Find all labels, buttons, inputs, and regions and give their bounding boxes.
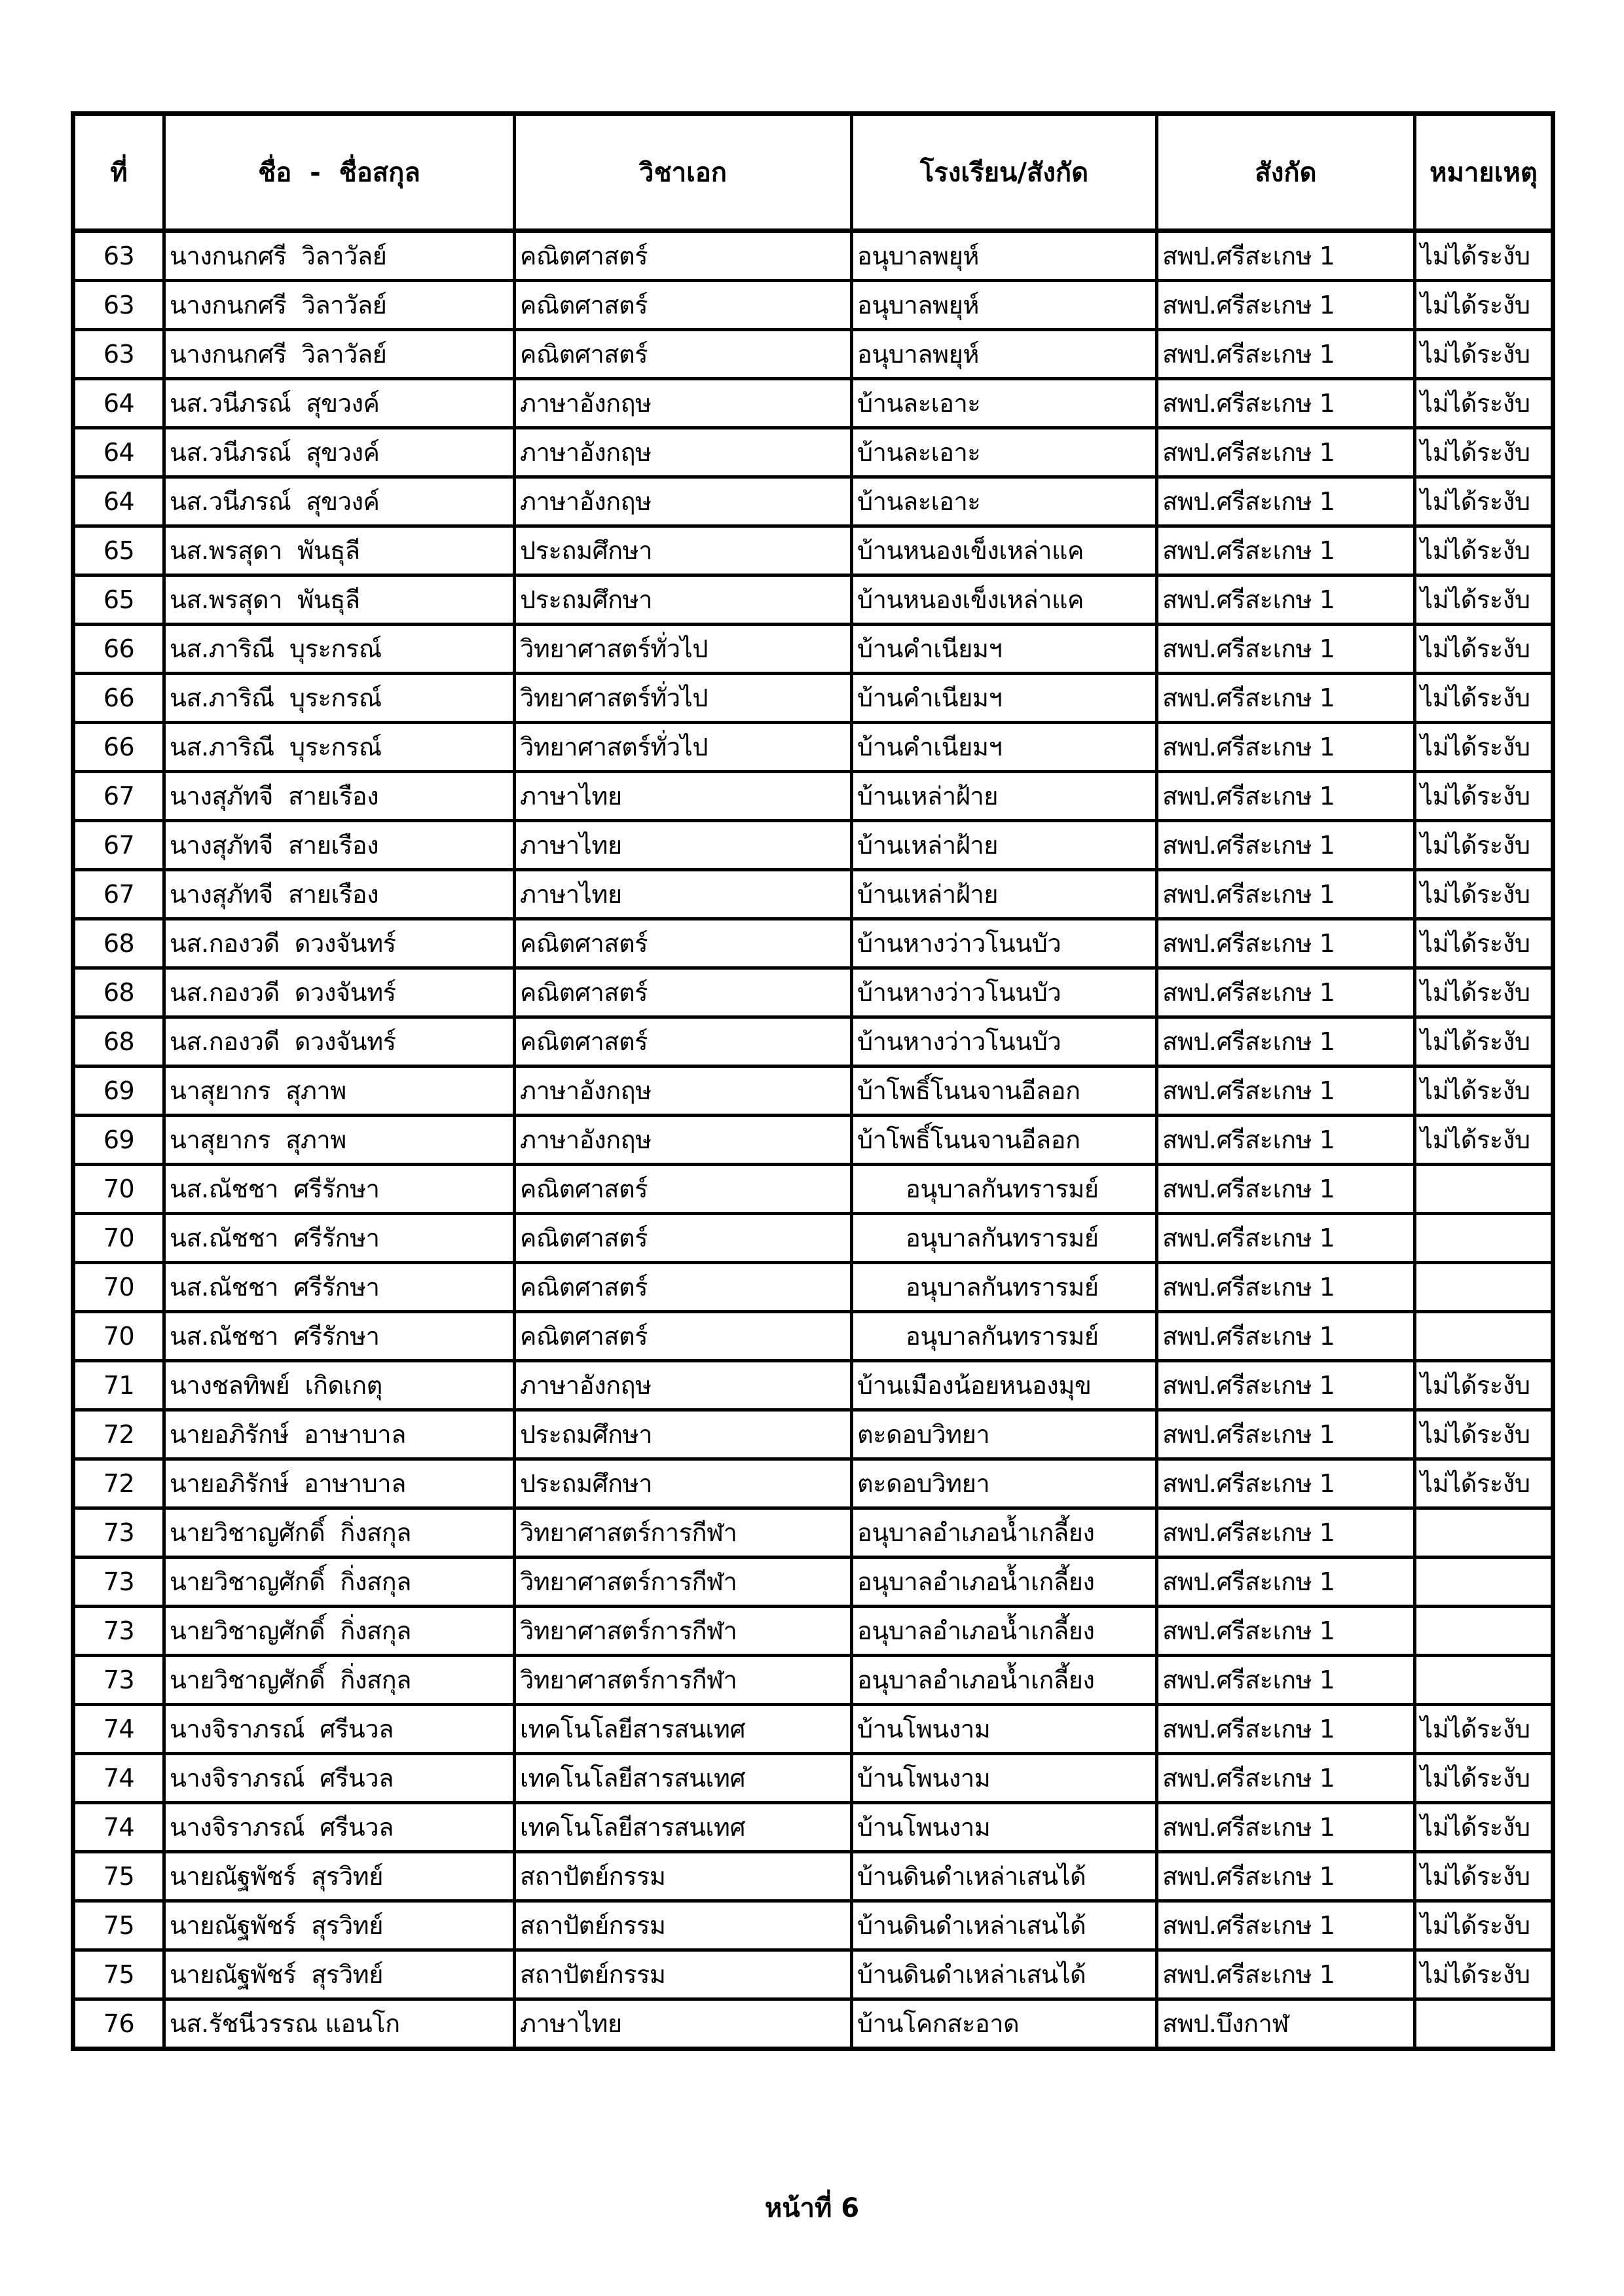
cell-name: นส.ณัชชา ศรีรักษา bbox=[164, 1312, 515, 1361]
cell-affiliation: สพป.ศรีสะเกษ 1 bbox=[1157, 1705, 1415, 1754]
cell-name: นางชลทิพย์ เกิดเกตุ bbox=[164, 1361, 515, 1410]
header-major: วิชาเอก bbox=[515, 114, 852, 231]
cell-school: อนุบาลกันทรารมย์ bbox=[852, 1263, 1157, 1312]
cell-school: บ้านหางว่าวโนนบัว bbox=[852, 968, 1157, 1017]
cell-affiliation: สพป.ศรีสะเกษ 1 bbox=[1157, 870, 1415, 919]
cell-note: ไม่ได้ระงับ bbox=[1415, 870, 1553, 919]
table-row bbox=[73, 1066, 1553, 1116]
cell-note: ไม่ได้ระงับ bbox=[1415, 428, 1553, 477]
table-row bbox=[73, 575, 1553, 625]
cell-no: 63 bbox=[73, 231, 164, 281]
cell-school: ตะดอบวิทยา bbox=[852, 1410, 1157, 1459]
cell-name: นส.วนีภรณ์ สุขวงค์ bbox=[164, 379, 515, 428]
cell-affiliation: สพป.ศรีสะเกษ 1 bbox=[1157, 1558, 1415, 1607]
cell-school: อนุบาลอำเภอน้ำเกลี้ยง bbox=[852, 1558, 1157, 1607]
cell-note: ไม่ได้ระงับ bbox=[1415, 1116, 1553, 1165]
cell-school: บ้านดินดำเหล่าเสนได้ bbox=[852, 1950, 1157, 1999]
cell-school: บ้านเหล่าฝ้าย bbox=[852, 821, 1157, 870]
cell-affiliation: สพป.ศรีสะเกษ 1 bbox=[1157, 1410, 1415, 1459]
cell-affiliation: สพป.ศรีสะเกษ 1 bbox=[1157, 330, 1415, 379]
table-row bbox=[73, 477, 1553, 526]
table-row bbox=[73, 919, 1553, 968]
cell-name: นส.กองวดี ดวงจันทร์ bbox=[164, 919, 515, 968]
cell-school: อนุบาลอำเภอน้ำเกลี้ยง bbox=[852, 1656, 1157, 1705]
cell-major: วิทยาศาสตร์การกีฬา bbox=[515, 1558, 852, 1607]
header-note: หมายเหตุ bbox=[1415, 114, 1553, 231]
cell-major: ภาษาอังกฤษ bbox=[515, 1066, 852, 1116]
cell-name: นางสุภัทจี สายเรือง bbox=[164, 772, 515, 821]
cell-no: 69 bbox=[73, 1116, 164, 1165]
cell-name: นส.ณัชชา ศรีรักษา bbox=[164, 1263, 515, 1312]
cell-note: ไม่ได้ระงับ bbox=[1415, 1852, 1553, 1901]
cell-note: ไม่ได้ระงับ bbox=[1415, 575, 1553, 625]
cell-note bbox=[1415, 1607, 1553, 1656]
document-page bbox=[71, 111, 1555, 2051]
cell-affiliation: สพป.ศรีสะเกษ 1 bbox=[1157, 281, 1415, 330]
cell-note: ไม่ได้ระงับ bbox=[1415, 821, 1553, 870]
cell-school: บ้านโพนงาม bbox=[852, 1803, 1157, 1852]
header-name: ชื่อ - ชื่อสกุล bbox=[164, 114, 515, 231]
cell-major: คณิตศาสตร์ bbox=[515, 1165, 852, 1214]
cell-no: 66 bbox=[73, 674, 164, 723]
cell-affiliation: สพป.ศรีสะเกษ 1 bbox=[1157, 1901, 1415, 1950]
cell-note: ไม่ได้ระงับ bbox=[1415, 625, 1553, 674]
table-row bbox=[73, 1361, 1553, 1410]
cell-no: 74 bbox=[73, 1705, 164, 1754]
cell-major: ภาษาอังกฤษ bbox=[515, 1116, 852, 1165]
table-row bbox=[73, 1754, 1553, 1803]
cell-major: สถาปัตย์กรรม bbox=[515, 1950, 852, 1999]
header-no: ที่ bbox=[73, 114, 164, 231]
cell-major: วิทยาศาสตร์การกีฬา bbox=[515, 1656, 852, 1705]
cell-note bbox=[1415, 1214, 1553, 1263]
cell-school: อนุบาลพยุห์ bbox=[852, 330, 1157, 379]
cell-school: บ้านคำเนียมฯ bbox=[852, 625, 1157, 674]
cell-major: วิทยาศาสตร์ทั่วไป bbox=[515, 674, 852, 723]
cell-affiliation: สพป.ศรีสะเกษ 1 bbox=[1157, 968, 1415, 1017]
cell-school: ตะดอบวิทยา bbox=[852, 1459, 1157, 1508]
cell-school: อนุบาลอำเภอน้ำเกลี้ยง bbox=[852, 1508, 1157, 1558]
cell-no: 73 bbox=[73, 1656, 164, 1705]
cell-no: 75 bbox=[73, 1950, 164, 1999]
cell-no: 70 bbox=[73, 1312, 164, 1361]
cell-note: ไม่ได้ระงับ bbox=[1415, 1950, 1553, 1999]
cell-school: อนุบาลพยุห์ bbox=[852, 231, 1157, 281]
cell-major: ภาษาไทย bbox=[515, 772, 852, 821]
table-row bbox=[73, 1410, 1553, 1459]
cell-major: ภาษาอังกฤษ bbox=[515, 477, 852, 526]
cell-name: นายวิชาญศักดิ์ กิ่งสกุล bbox=[164, 1558, 515, 1607]
cell-affiliation: สพป.บึงกาฬ bbox=[1157, 1999, 1415, 2049]
table-row bbox=[73, 1950, 1553, 1999]
table-row bbox=[73, 1263, 1553, 1312]
cell-note: ไม่ได้ระงับ bbox=[1415, 281, 1553, 330]
cell-no: 73 bbox=[73, 1508, 164, 1558]
cell-no: 66 bbox=[73, 625, 164, 674]
cell-school: บ้านโพนงาม bbox=[852, 1705, 1157, 1754]
table-row bbox=[73, 1165, 1553, 1214]
header-row bbox=[73, 114, 1553, 231]
table-row bbox=[73, 674, 1553, 723]
cell-name: นางจิราภรณ์ ศรีนวล bbox=[164, 1754, 515, 1803]
cell-major: เทคโนโลยีสารสนเทศ bbox=[515, 1803, 852, 1852]
cell-note bbox=[1415, 1312, 1553, 1361]
cell-note: ไม่ได้ระงับ bbox=[1415, 919, 1553, 968]
cell-no: 67 bbox=[73, 821, 164, 870]
cell-name: นส.พรสุดา พันธุลี bbox=[164, 526, 515, 575]
cell-no: 65 bbox=[73, 575, 164, 625]
cell-no: 73 bbox=[73, 1607, 164, 1656]
cell-school: บ้านเหล่าฝ้าย bbox=[852, 870, 1157, 919]
cell-major: ภาษาอังกฤษ bbox=[515, 379, 852, 428]
table-row bbox=[73, 1214, 1553, 1263]
cell-major: วิทยาศาสตร์ทั่วไป bbox=[515, 723, 852, 772]
header-school: โรงเรียน/สังกัด bbox=[852, 114, 1157, 231]
cell-affiliation: สพป.ศรีสะเกษ 1 bbox=[1157, 428, 1415, 477]
table-row bbox=[73, 870, 1553, 919]
cell-no: 68 bbox=[73, 1017, 164, 1066]
cell-major: คณิตศาสตร์ bbox=[515, 1263, 852, 1312]
cell-no: 64 bbox=[73, 428, 164, 477]
cell-affiliation: สพป.ศรีสะเกษ 1 bbox=[1157, 821, 1415, 870]
cell-affiliation: สพป.ศรีสะเกษ 1 bbox=[1157, 1312, 1415, 1361]
cell-affiliation: สพป.ศรีสะเกษ 1 bbox=[1157, 1950, 1415, 1999]
cell-note: ไม่ได้ระงับ bbox=[1415, 526, 1553, 575]
cell-affiliation: สพป.ศรีสะเกษ 1 bbox=[1157, 1214, 1415, 1263]
cell-note bbox=[1415, 1165, 1553, 1214]
cell-school: บ้านหางว่าวโนนบัว bbox=[852, 1017, 1157, 1066]
cell-name: นายณัฐพัชร์ สุรวิทย์ bbox=[164, 1950, 515, 1999]
table-row bbox=[73, 968, 1553, 1017]
cell-note: ไม่ได้ระงับ bbox=[1415, 1410, 1553, 1459]
cell-name: นส.กองวดี ดวงจันทร์ bbox=[164, 968, 515, 1017]
cell-note bbox=[1415, 1656, 1553, 1705]
cell-no: 74 bbox=[73, 1803, 164, 1852]
cell-major: คณิตศาสตร์ bbox=[515, 919, 852, 968]
cell-name: นางกนกศรี วิลาวัลย์ bbox=[164, 330, 515, 379]
cell-no: 73 bbox=[73, 1558, 164, 1607]
table-header bbox=[73, 114, 1553, 231]
cell-affiliation: สพป.ศรีสะเกษ 1 bbox=[1157, 674, 1415, 723]
table-row bbox=[73, 1312, 1553, 1361]
cell-school: อนุบาลกันทรารมย์ bbox=[852, 1214, 1157, 1263]
cell-no: 72 bbox=[73, 1459, 164, 1508]
cell-note: ไม่ได้ระงับ bbox=[1415, 1459, 1553, 1508]
cell-note: ไม่ได้ระงับ bbox=[1415, 772, 1553, 821]
table-row bbox=[73, 1803, 1553, 1852]
cell-major: ประถมศึกษา bbox=[515, 526, 852, 575]
cell-no: 67 bbox=[73, 870, 164, 919]
cell-major: สถาปัตย์กรรม bbox=[515, 1852, 852, 1901]
cell-name: นส.วนีภรณ์ สุขวงค์ bbox=[164, 428, 515, 477]
cell-name: นส.กองวดี ดวงจันทร์ bbox=[164, 1017, 515, 1066]
teacher-list-table bbox=[71, 111, 1555, 2051]
table-row bbox=[73, 281, 1553, 330]
cell-affiliation: สพป.ศรีสะเกษ 1 bbox=[1157, 477, 1415, 526]
cell-affiliation: สพป.ศรีสะเกษ 1 bbox=[1157, 1754, 1415, 1803]
table-row bbox=[73, 723, 1553, 772]
cell-affiliation: สพป.ศรีสะเกษ 1 bbox=[1157, 723, 1415, 772]
cell-no: 69 bbox=[73, 1066, 164, 1116]
cell-affiliation: สพป.ศรีสะเกษ 1 bbox=[1157, 1607, 1415, 1656]
cell-name: นายณัฐพัชร์ สุรวิทย์ bbox=[164, 1852, 515, 1901]
cell-school: อนุบาลกันทรารมย์ bbox=[852, 1312, 1157, 1361]
cell-note: ไม่ได้ระงับ bbox=[1415, 1017, 1553, 1066]
table-row bbox=[73, 526, 1553, 575]
cell-note: ไม่ได้ระงับ bbox=[1415, 1803, 1553, 1852]
cell-major: วิทยาศาสตร์ทั่วไป bbox=[515, 625, 852, 674]
cell-major: คณิตศาสตร์ bbox=[515, 1214, 852, 1263]
cell-affiliation: สพป.ศรีสะเกษ 1 bbox=[1157, 231, 1415, 281]
cell-no: 65 bbox=[73, 526, 164, 575]
page-number: หน้าที่ 6 bbox=[764, 2193, 860, 2223]
table-row bbox=[73, 379, 1553, 428]
cell-major: เทคโนโลยีสารสนเทศ bbox=[515, 1705, 852, 1754]
cell-no: 63 bbox=[73, 330, 164, 379]
cell-school: บ้านหางว่าวโนนบัว bbox=[852, 919, 1157, 968]
cell-note: ไม่ได้ระงับ bbox=[1415, 968, 1553, 1017]
cell-major: ภาษาไทย bbox=[515, 821, 852, 870]
cell-name: นส.พรสุดา พันธุลี bbox=[164, 575, 515, 625]
cell-note: ไม่ได้ระงับ bbox=[1415, 231, 1553, 281]
table-row bbox=[73, 1705, 1553, 1754]
cell-major: ภาษาอังกฤษ bbox=[515, 428, 852, 477]
table-row bbox=[73, 1017, 1553, 1066]
cell-school: บ้านคำเนียมฯ bbox=[852, 674, 1157, 723]
cell-name: นายอภิรักษ์ อาษาบาล bbox=[164, 1410, 515, 1459]
cell-note: ไม่ได้ระงับ bbox=[1415, 674, 1553, 723]
cell-school: บ้านหนองเข็งเหล่าแค bbox=[852, 526, 1157, 575]
cell-name: นายวิชาญศักดิ์ กิ่งสกุล bbox=[164, 1656, 515, 1705]
table-row bbox=[73, 428, 1553, 477]
cell-no: 68 bbox=[73, 919, 164, 968]
cell-school: บ้านดินดำเหล่าเสนได้ bbox=[852, 1852, 1157, 1901]
cell-major: สถาปัตย์กรรม bbox=[515, 1901, 852, 1950]
cell-major: ภาษาไทย bbox=[515, 1999, 852, 2049]
cell-affiliation: สพป.ศรีสะเกษ 1 bbox=[1157, 1066, 1415, 1116]
cell-major: คณิตศาสตร์ bbox=[515, 281, 852, 330]
cell-school: บ้านดินดำเหล่าเสนได้ bbox=[852, 1901, 1157, 1950]
cell-affiliation: สพป.ศรีสะเกษ 1 bbox=[1157, 625, 1415, 674]
cell-name: นาสุยากร สุภาพ bbox=[164, 1116, 515, 1165]
cell-affiliation: สพป.ศรีสะเกษ 1 bbox=[1157, 1165, 1415, 1214]
cell-major: เทคโนโลยีสารสนเทศ bbox=[515, 1754, 852, 1803]
cell-name: นส.ณัชชา ศรีรักษา bbox=[164, 1214, 515, 1263]
table-row bbox=[73, 1607, 1553, 1656]
cell-school: อนุบาลกันทรารมย์ bbox=[852, 1165, 1157, 1214]
cell-no: 72 bbox=[73, 1410, 164, 1459]
cell-school: บ้านหนองเข็งเหล่าแค bbox=[852, 575, 1157, 625]
cell-affiliation: สพป.ศรีสะเกษ 1 bbox=[1157, 1852, 1415, 1901]
cell-note: ไม่ได้ระงับ bbox=[1415, 1705, 1553, 1754]
cell-name: นส.ภาริณี บุระกรณ์ bbox=[164, 625, 515, 674]
cell-no: 66 bbox=[73, 723, 164, 772]
cell-affiliation: สพป.ศรีสะเกษ 1 bbox=[1157, 1263, 1415, 1312]
cell-no: 76 bbox=[73, 1999, 164, 2049]
cell-note: ไม่ได้ระงับ bbox=[1415, 1361, 1553, 1410]
cell-major: ภาษาอังกฤษ bbox=[515, 1361, 852, 1410]
cell-school: บ้านเหล่าฝ้าย bbox=[852, 772, 1157, 821]
table-row bbox=[73, 1558, 1553, 1607]
table-row bbox=[73, 1656, 1553, 1705]
cell-no: 70 bbox=[73, 1214, 164, 1263]
cell-major: ภาษาไทย bbox=[515, 870, 852, 919]
cell-note bbox=[1415, 1999, 1553, 2049]
cell-no: 75 bbox=[73, 1852, 164, 1901]
table-row bbox=[73, 1508, 1553, 1558]
cell-note: ไม่ได้ระงับ bbox=[1415, 1754, 1553, 1803]
cell-name: นส.ภาริณี บุระกรณ์ bbox=[164, 674, 515, 723]
cell-affiliation: สพป.ศรีสะเกษ 1 bbox=[1157, 1116, 1415, 1165]
table-row bbox=[73, 1116, 1553, 1165]
cell-school: บ้านละเอาะ bbox=[852, 428, 1157, 477]
cell-no: 70 bbox=[73, 1165, 164, 1214]
cell-affiliation: สพป.ศรีสะเกษ 1 bbox=[1157, 575, 1415, 625]
cell-name: นส.วนีภรณ์ สุขวงค์ bbox=[164, 477, 515, 526]
cell-school: บ้านละเอาะ bbox=[852, 477, 1157, 526]
table-row bbox=[73, 1901, 1553, 1950]
cell-name: นส.ณัชชา ศรีรักษา bbox=[164, 1165, 515, 1214]
cell-name: นาสุยากร สุภาพ bbox=[164, 1066, 515, 1116]
cell-name: นางสุภัทจี สายเรือง bbox=[164, 870, 515, 919]
cell-affiliation: สพป.ศรีสะเกษ 1 bbox=[1157, 379, 1415, 428]
cell-school: บ้านโพนงาม bbox=[852, 1754, 1157, 1803]
cell-name: นส.รัชนีวรรณ แอนโก bbox=[164, 1999, 515, 2049]
cell-no: 63 bbox=[73, 281, 164, 330]
cell-major: คณิตศาสตร์ bbox=[515, 968, 852, 1017]
table-row bbox=[73, 1459, 1553, 1508]
cell-no: 68 bbox=[73, 968, 164, 1017]
cell-affiliation: สพป.ศรีสะเกษ 1 bbox=[1157, 1508, 1415, 1558]
cell-note: ไม่ได้ระงับ bbox=[1415, 477, 1553, 526]
cell-major: คณิตศาสตร์ bbox=[515, 231, 852, 281]
table-row bbox=[73, 772, 1553, 821]
cell-major: คณิตศาสตร์ bbox=[515, 330, 852, 379]
cell-school: อนุบาลอำเภอน้ำเกลี้ยง bbox=[852, 1607, 1157, 1656]
cell-school: บ้านละเอาะ bbox=[852, 379, 1157, 428]
cell-name: นางจิราภรณ์ ศรีนวล bbox=[164, 1705, 515, 1754]
cell-no: 64 bbox=[73, 379, 164, 428]
cell-major: วิทยาศาสตร์การกีฬา bbox=[515, 1508, 852, 1558]
cell-no: 75 bbox=[73, 1901, 164, 1950]
cell-school: บ้านโคกสะอาด bbox=[852, 1999, 1157, 2049]
cell-school: บ้าโพธิ์โนนจานอีลอก bbox=[852, 1116, 1157, 1165]
cell-school: อนุบาลพยุห์ bbox=[852, 281, 1157, 330]
cell-note bbox=[1415, 1558, 1553, 1607]
cell-name: นายวิชาญศักดิ์ กิ่งสกุล bbox=[164, 1508, 515, 1558]
table-row bbox=[73, 1852, 1553, 1901]
cell-name: นส.ภาริณี บุระกรณ์ bbox=[164, 723, 515, 772]
cell-no: 74 bbox=[73, 1754, 164, 1803]
table-row bbox=[73, 231, 1553, 281]
cell-major: วิทยาศาสตร์การกีฬา bbox=[515, 1607, 852, 1656]
table-row bbox=[73, 1999, 1553, 2049]
cell-major: คณิตศาสตร์ bbox=[515, 1017, 852, 1066]
cell-affiliation: สพป.ศรีสะเกษ 1 bbox=[1157, 1803, 1415, 1852]
cell-note bbox=[1415, 1263, 1553, 1312]
cell-note: ไม่ได้ระงับ bbox=[1415, 330, 1553, 379]
cell-note bbox=[1415, 1508, 1553, 1558]
cell-note: ไม่ได้ระงับ bbox=[1415, 723, 1553, 772]
table-body bbox=[73, 231, 1553, 2049]
cell-school: บ้าโพธิ์โนนจานอีลอก bbox=[852, 1066, 1157, 1116]
table-row bbox=[73, 625, 1553, 674]
cell-name: นางกนกศรี วิลาวัลย์ bbox=[164, 281, 515, 330]
table-row bbox=[73, 330, 1553, 379]
cell-no: 70 bbox=[73, 1263, 164, 1312]
header-affiliation: สังกัด bbox=[1157, 114, 1415, 231]
cell-name: นางจิราภรณ์ ศรีนวล bbox=[164, 1803, 515, 1852]
cell-name: นางสุภัทจี สายเรือง bbox=[164, 821, 515, 870]
cell-major: ประถมศึกษา bbox=[515, 575, 852, 625]
cell-no: 67 bbox=[73, 772, 164, 821]
cell-note: ไม่ได้ระงับ bbox=[1415, 1901, 1553, 1950]
cell-name: นายณัฐพัชร์ สุรวิทย์ bbox=[164, 1901, 515, 1950]
cell-affiliation: สพป.ศรีสะเกษ 1 bbox=[1157, 919, 1415, 968]
cell-note: ไม่ได้ระงับ bbox=[1415, 1066, 1553, 1116]
cell-affiliation: สพป.ศรีสะเกษ 1 bbox=[1157, 772, 1415, 821]
cell-major: คณิตศาสตร์ bbox=[515, 1312, 852, 1361]
cell-affiliation: สพป.ศรีสะเกษ 1 bbox=[1157, 1017, 1415, 1066]
cell-major: ประถมศึกษา bbox=[515, 1410, 852, 1459]
cell-affiliation: สพป.ศรีสะเกษ 1 bbox=[1157, 1459, 1415, 1508]
cell-affiliation: สพป.ศรีสะเกษ 1 bbox=[1157, 1361, 1415, 1410]
cell-name: นายอภิรักษ์ อาษาบาล bbox=[164, 1459, 515, 1508]
cell-school: บ้านเมืองน้อยหนองมุข bbox=[852, 1361, 1157, 1410]
cell-school: บ้านคำเนียมฯ bbox=[852, 723, 1157, 772]
cell-name: นางกนกศรี วิลาวัลย์ bbox=[164, 231, 515, 281]
cell-affiliation: สพป.ศรีสะเกษ 1 bbox=[1157, 1656, 1415, 1705]
cell-no: 71 bbox=[73, 1361, 164, 1410]
cell-affiliation: สพป.ศรีสะเกษ 1 bbox=[1157, 526, 1415, 575]
table-row bbox=[73, 821, 1553, 870]
cell-major: ประถมศึกษา bbox=[515, 1459, 852, 1508]
cell-name: นายวิชาญศักดิ์ กิ่งสกุล bbox=[164, 1607, 515, 1656]
cell-no: 64 bbox=[73, 477, 164, 526]
cell-note: ไม่ได้ระงับ bbox=[1415, 379, 1553, 428]
